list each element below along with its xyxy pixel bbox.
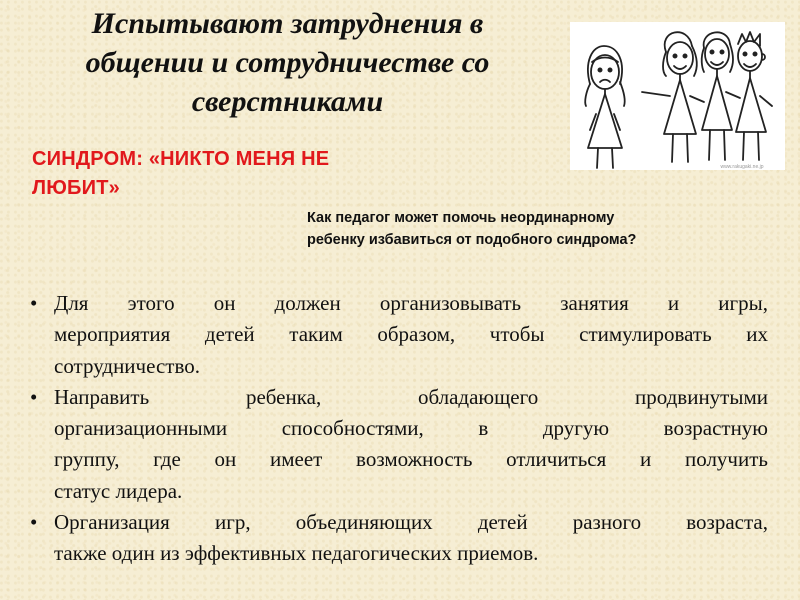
- bullet-item: [28, 507, 768, 570]
- bullet-marker: •: [30, 384, 38, 409]
- bullet-line: также один из эффективных педагогических приемов.: [54, 541, 539, 566]
- bullet-line: Для этого он должен организовывать занятия и игры,: [54, 291, 768, 315]
- syndrome-line: ЛЮБИТ»: [32, 177, 120, 199]
- illustration-caption: www.rakugaki.ne.jp: [720, 164, 764, 170]
- bullet-line: статус лидера.: [54, 478, 183, 503]
- bullet-marker: •: [30, 291, 38, 315]
- title-line: Испытывают затруднения в: [91, 7, 484, 40]
- bullet-line: Направить ребенка, обладающего продвинутыми: [54, 384, 768, 409]
- bullet-line: группу, где он имеет возможность отличиться и получить: [54, 447, 768, 472]
- title-line: сверстниками: [191, 85, 384, 118]
- title-line: общении и сотрудничестве со: [85, 46, 490, 79]
- bullet-list: [28, 288, 768, 570]
- lonely-child-illustration: [570, 22, 785, 170]
- bullet-marker: •: [30, 510, 38, 535]
- syndrome-heading: [32, 145, 412, 203]
- group-of-children: [642, 32, 772, 162]
- bullet-item: [28, 382, 768, 507]
- bullet-line: организационными способностями, в другую возрастную: [54, 416, 768, 441]
- bullet-item: [28, 288, 768, 382]
- question-line: Как педагог может помочь неординарному: [307, 210, 615, 226]
- question-line: ребенку избавиться от подобного синдрома?: [307, 232, 637, 248]
- bullet-line: мероприятия детей таким образом, чтобы стимулировать их: [54, 322, 768, 347]
- syndrome-line: СИНДРОМ: «НИКТО МЕНЯ НЕ: [32, 148, 330, 170]
- sad-child-figure: [585, 46, 625, 168]
- question-text: [307, 207, 727, 251]
- bullet-line: Организация игр, объединяющих детей разного возраста,: [54, 510, 768, 535]
- bullet-line: сотрудничество.: [54, 353, 200, 378]
- slide-title: [20, 4, 555, 121]
